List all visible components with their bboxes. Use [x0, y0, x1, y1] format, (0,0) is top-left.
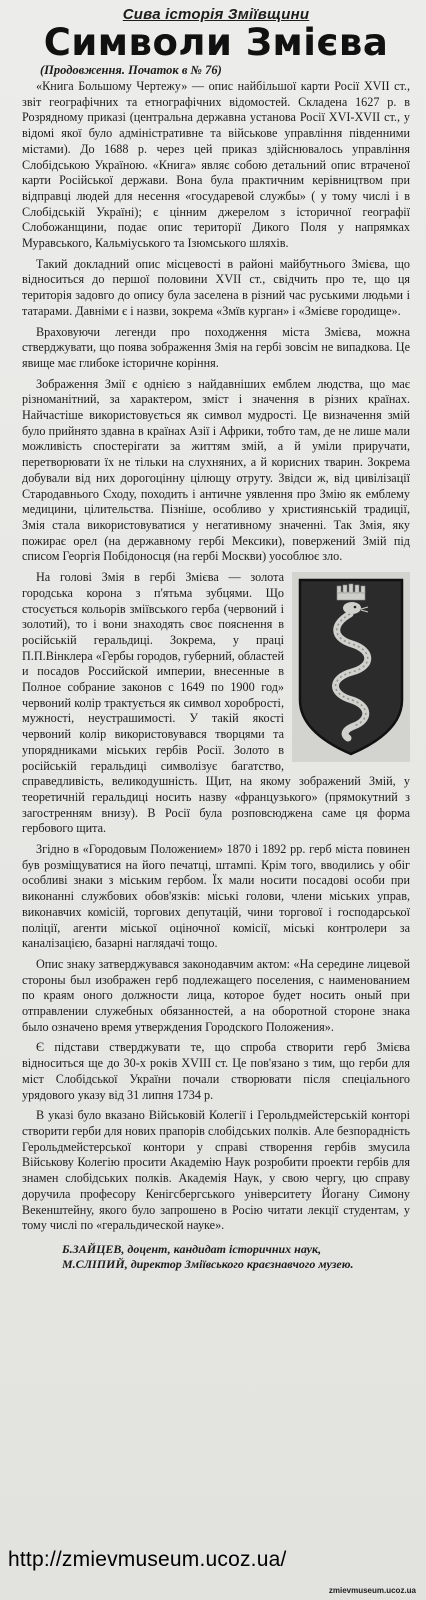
coat-of-arms-image	[292, 572, 410, 762]
article-paragraph: Такий докладний опис місцевості в районі майбутнього Змієва, що відноситься до першої половини XVII ст., свідчить про те, що ця територія задовго до опису була заселена в різний час руськими людьми і татарами. Давніми є і назви, зокрема «Змїв курган» і «Змієве городище».	[22, 256, 410, 318]
article-paragraph: «Книга Большому Чертежу» — опис найбільшої карти Росії XVII ст., звіт географічних та етнографічних відомостей. Складена 1627 р. в Розрядному приказі (центральна державна установа Росії XVI-XVII ст., у відомі якої було адміністративне та військове управління південними містами). До 1688 р. через цей приказ здійснювалось управління Слобідською Україною. «Книга» являє собою детальний опис втраченої карти Російської держави. Вона була практичним керівництвом при відправці людей для несення «государевой службы» ( у тому числі і в Слобідській Україні); є цінним джерелом з історичної географії Слобожанщини, подає опис території Дикого Поля у напрямках Муравського, Кальміуського та Ізюмського шляхів.	[22, 79, 410, 251]
article-paragraph: В указі було вказано Військовій Колегії і Герольдмейстерській конторі створити герби для нових прапорів слобідських полків. Але безпорадність Герольдмейстерської контори у справі створення гербів змусила Військову Колегію просити Академію Наук розробити проекти гербів для знамен слобідських полків. Академія Наук, у свою чергу, цю справу доручила професору Кенігсбергського університету Йогану Симону Векенштейну, якого було запрошено в Росію читати лекції студентам, у тому числі по «геральдической науке».	[22, 1108, 410, 1233]
rubric-heading: Сива історія Зміївщини	[122, 6, 310, 23]
article-paragraph: На голові Змія в гербі Змієва — золота городська корона з п'ятьма зубцями. Що стосується кольорів зміївського герба (червоний і золотий), то і вони знаходять своє пояснення в російській геральдиці. Зокрема, у праці П.П.Вінклера «Гербы городов, губерний, областей и посадов Российской империи, внесенные в Полное собрание законов с 1649 по 1900 год» червоний колір трактується як символ хоробрості, мужності, неустрашимості. У такій якості червоний колір використовувався творцями та упорядниками міських гербів Росії. Золото в російській геральдиці символізує багатство, справедливість, великодушність. Щит, на якому зображений Змій, у теоретичній геральдиці носить назву «французького» (прямокутний з загостренням внизу). В Росії була розповсюджена саме ця форма гербового щита.	[22, 570, 410, 836]
signature-line: Б.ЗАЙЦЕВ, доцент, кандидат історичних наук,	[62, 1241, 322, 1256]
signature-line: М.СЛІПИЙ, директор Зміївського краєзнавчого музею.	[62, 1256, 354, 1271]
article-title: Символи Змієва	[43, 21, 389, 64]
article-paragraph: Зображення Змії є однією з найдавніших емблем людства, що має різноманітний, за характером, зміст і значення в різних країнах. Найчастіше використовується як символ мудрості. Це визначення змій було прийнято здавна в країнах Азії і Африки, тобто там, де не лише мали можливість спостерігати за життям змій, а й уміли приручати, перетворювати їх не тільки на слухняних, а й корисних тварин. Зокрема добували від них дорогоцінну цілющу отруту. Звідси ж, від цивілізації Стародавнього Сходу, походить і античне уявлення про Змію як емблему медицини, цілительства. Пізніше, особливо у християнській традиції, Змія стала використовуватися у негативному значенні. Так Змія, яку пожирає орел (на державному гербі Мексики), повержений Змій під списом Георгія Побідоносця (на гербі Москви) уособлює зло.	[22, 376, 410, 564]
continuation-note: (Продовження. Початок в № 76)	[40, 63, 222, 77]
coat-of-arms-figure	[292, 572, 410, 762]
article-body	[22, 79, 410, 1234]
article-paragraph: Опис знаку затверджувався законодавчим актом: «На середине лицевой стороны был изображен герб подлежащего поселения, с наименованием по краям оного должности лица, которое будет носить оный при отправлении служебных обязанностей, а на оборотной стороне знака было означено время утверждения Городского Положения».	[22, 956, 410, 1034]
article-paragraph: Є підстави стверджувати те, що спроба створити герб Змієва відноситься ще до 30-х років XVIII ст. Це пов'язано з тим, що герби для міст Слобідської України почали створювати після спеціального урядового указу від 31 липня 1734 р.	[22, 1040, 410, 1102]
article-paragraph: Враховуючи легенди про походження міста Змієва, можна стверджувати, що поява зображення Змія на гербі зовсім не випадкова. Це явище має глибоке історичне коріння.	[22, 324, 410, 370]
author-signature	[62, 1242, 410, 1272]
article-paragraph: Згідно в «Городовым Положением» 1870 і 1892 рр. герб міста повинен був розміщуватися на його печатці, штампі. Крім того, вводились у обіг особливі знаки з міським гербом. Їх мали носити посадові особи при виконанні службових обов'язків: міські голови, члени міських управ, виконавчих комісій, торгових депутацій, чини торгової і господарської поліції, агенти міської оціночної комісії, міські контролери за каналізацією, базарні наглядачі тощо.	[22, 842, 410, 951]
museum-url-link[interactable]: http://zmievmuseum.ucoz.ua/	[8, 1548, 287, 1571]
watermark-text: zmievmuseum.ucoz.ua	[328, 1586, 416, 1595]
